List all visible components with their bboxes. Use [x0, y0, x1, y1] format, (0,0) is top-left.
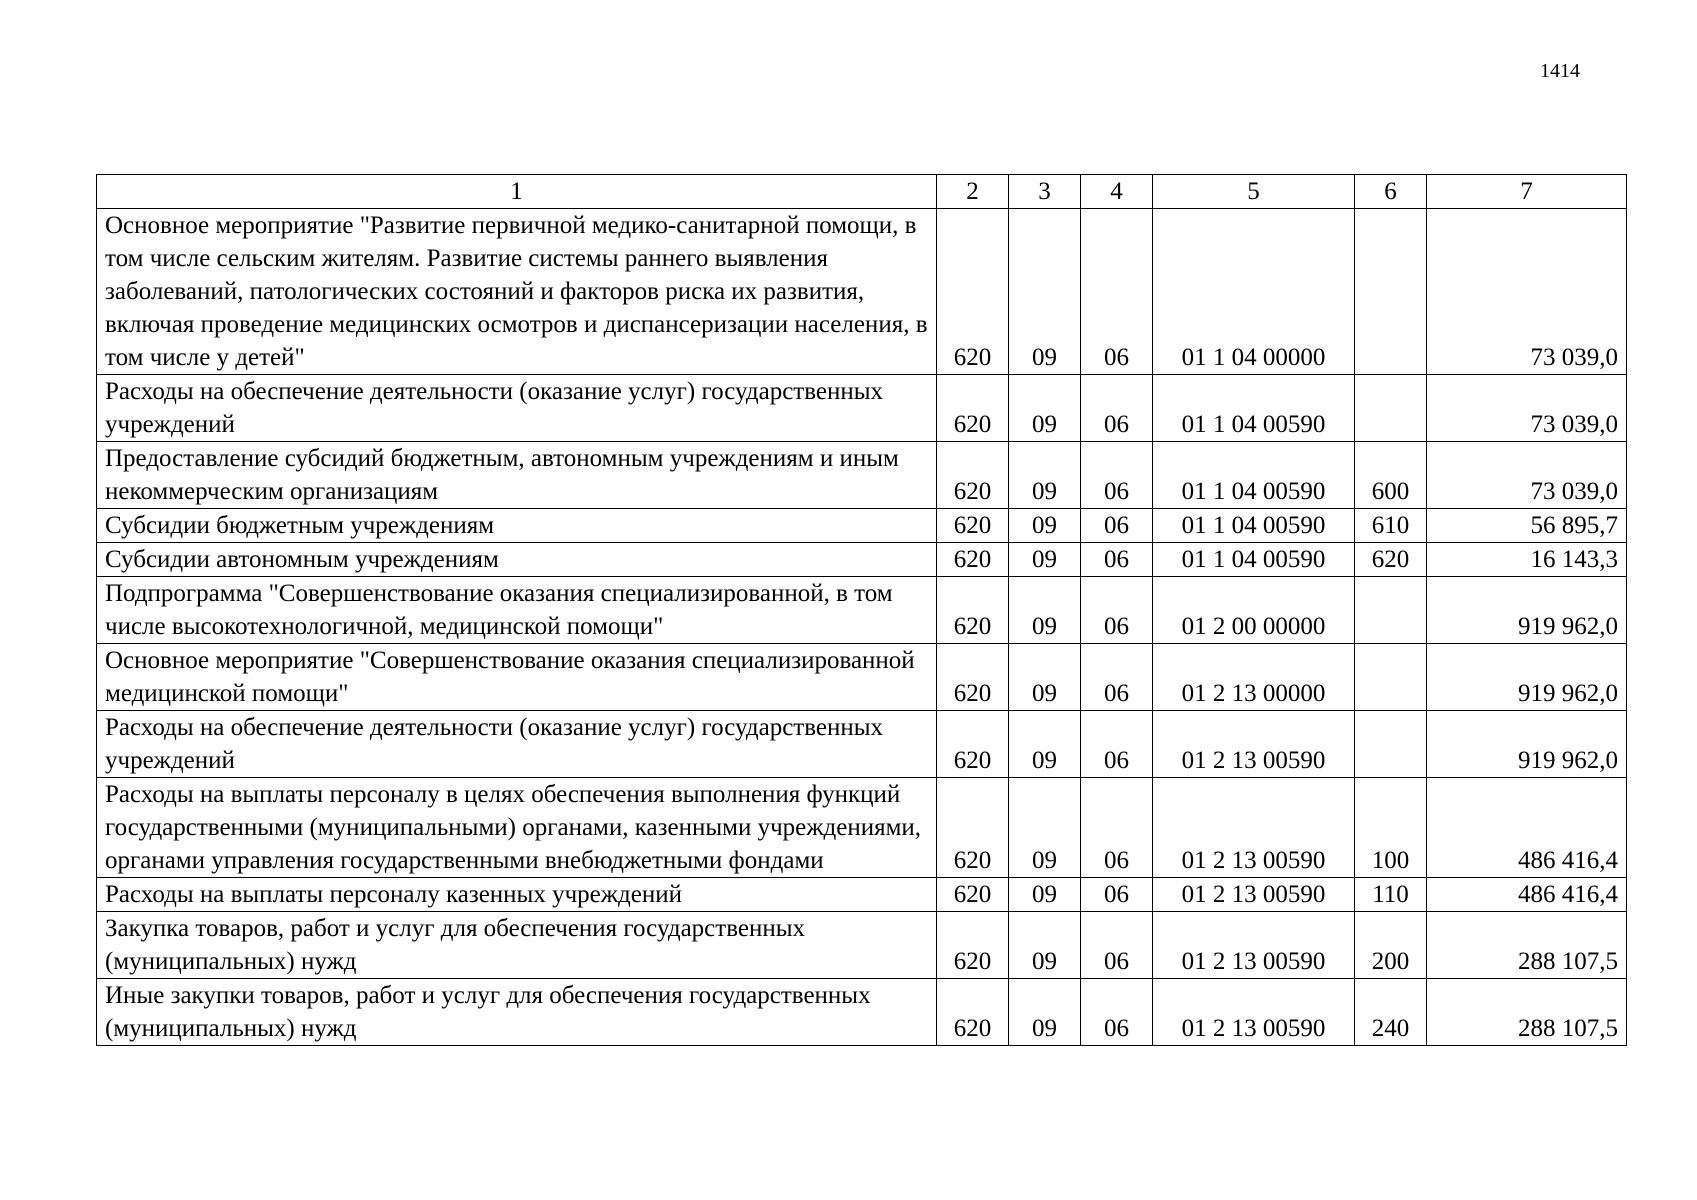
- row-col2: 620: [937, 577, 1009, 644]
- row-col7: 288 107,5: [1427, 979, 1627, 1046]
- row-col7: 919 962,0: [1427, 711, 1627, 778]
- row-col3: 09: [1009, 442, 1081, 509]
- row-col2: 620: [937, 644, 1009, 711]
- row-col5: 01 1 04 00590: [1153, 442, 1355, 509]
- row-name: [97, 543, 937, 577]
- row-name-text: Расходы на выплаты персоналу в целях обеспечения выполнения функций государственными (муниципальными) органами, казенными учреждениями, органами управления государственными внебюджетными фондами: [105, 781, 922, 874]
- row-col2: 620: [937, 209, 1009, 375]
- row-col6: 100: [1355, 778, 1427, 878]
- row-name-text: Основное мероприятие "Развитие первичной медико-санитарной помощи, в том числе сельским жителям. Развитие системы раннего выявления заболеваний, патологических состояний и факторов риска их развития, включая проведение медицинских осмотров и диспансеризации населения, в том числе у детей": [105, 212, 928, 371]
- row-col2: 620: [937, 711, 1009, 778]
- row-name: [97, 912, 937, 979]
- row-col2: 620: [937, 375, 1009, 442]
- row-col4: 06: [1081, 778, 1153, 878]
- row-col4: 06: [1081, 543, 1153, 577]
- row-col7: 73 039,0: [1427, 375, 1627, 442]
- row-col5: 01 1 04 00000: [1153, 209, 1355, 375]
- table-header-row: [97, 175, 1627, 209]
- table-row: [97, 979, 1627, 1046]
- row-col3: 09: [1009, 543, 1081, 577]
- row-col3: 09: [1009, 979, 1081, 1046]
- table-row: [97, 375, 1627, 442]
- row-name-text: Расходы на обеспечение деятельности (оказание услуг) государственных учреждений: [105, 714, 884, 774]
- header-col-3: 3: [1009, 175, 1081, 209]
- row-col7: 16 143,3: [1427, 543, 1627, 577]
- row-col5: 01 2 00 00000: [1153, 577, 1355, 644]
- row-col6: [1355, 577, 1427, 644]
- row-col6: 610: [1355, 509, 1427, 543]
- row-col5: 01 2 13 00590: [1153, 912, 1355, 979]
- header-col-6: 6: [1355, 175, 1427, 209]
- row-col4: 06: [1081, 711, 1153, 778]
- row-col7: 288 107,5: [1427, 912, 1627, 979]
- row-col2: 620: [937, 509, 1009, 543]
- row-name-text: Закупка товаров, работ и услуг для обеспечения государственных (муниципальных) нужд: [105, 915, 806, 975]
- row-col4: 06: [1081, 979, 1153, 1046]
- page-number: 1414: [1540, 60, 1580, 82]
- row-name: [97, 375, 937, 442]
- row-col3: 09: [1009, 878, 1081, 912]
- row-name: [97, 442, 937, 509]
- header-col-7: 7: [1427, 175, 1627, 209]
- row-name-text: Подпрограмма "Совершенствование оказания специализированной, в том числе высокотехнологичной, медицинской помощи": [105, 580, 893, 640]
- row-name: [97, 778, 937, 878]
- row-col6: 600: [1355, 442, 1427, 509]
- row-col4: 06: [1081, 577, 1153, 644]
- row-name: [97, 644, 937, 711]
- row-col6: [1355, 711, 1427, 778]
- row-col6: 110: [1355, 878, 1427, 912]
- table-row: [97, 209, 1627, 375]
- budget-table: [96, 174, 1627, 1046]
- row-col4: 06: [1081, 442, 1153, 509]
- table-row: [97, 878, 1627, 912]
- row-col5: 01 1 04 00590: [1153, 509, 1355, 543]
- row-col5: 01 1 04 00590: [1153, 375, 1355, 442]
- row-col2: 620: [937, 778, 1009, 878]
- row-name-text: Расходы на выплаты персоналу казенных учреждений: [105, 881, 682, 908]
- row-col3: 09: [1009, 509, 1081, 543]
- row-col2: 620: [937, 878, 1009, 912]
- row-col5: 01 2 13 00590: [1153, 778, 1355, 878]
- table-row: [97, 577, 1627, 644]
- row-col6: 200: [1355, 912, 1427, 979]
- row-name-text: Расходы на обеспечение деятельности (оказание услуг) государственных учреждений: [105, 378, 884, 438]
- row-col4: 06: [1081, 644, 1153, 711]
- row-col5: 01 2 13 00000: [1153, 644, 1355, 711]
- row-col5: 01 2 13 00590: [1153, 979, 1355, 1046]
- table-row: [97, 778, 1627, 878]
- row-col7: 486 416,4: [1427, 778, 1627, 878]
- row-col3: 09: [1009, 209, 1081, 375]
- table-row: [97, 543, 1627, 577]
- row-col6: [1355, 375, 1427, 442]
- row-name: [97, 711, 937, 778]
- row-col5: 01 1 04 00590: [1153, 543, 1355, 577]
- row-col5: 01 2 13 00590: [1153, 878, 1355, 912]
- table-row: [97, 509, 1627, 543]
- row-name-text: Субсидии автономным учреждениям: [105, 546, 499, 573]
- table-row: [97, 711, 1627, 778]
- row-col2: 620: [937, 442, 1009, 509]
- row-name: [97, 878, 937, 912]
- row-col6: 620: [1355, 543, 1427, 577]
- row-name-text: Предоставление субсидий бюджетным, автономным учреждениям и иным некоммерческим организациям: [105, 445, 899, 505]
- row-col7: 73 039,0: [1427, 209, 1627, 375]
- row-col3: 09: [1009, 711, 1081, 778]
- row-col7: 56 895,7: [1427, 509, 1627, 543]
- row-col3: 09: [1009, 778, 1081, 878]
- header-col-5: 5: [1153, 175, 1355, 209]
- table-row: [97, 644, 1627, 711]
- row-name-text: Субсидии бюджетным учреждениям: [105, 512, 495, 539]
- header-col-1: 1: [97, 175, 937, 209]
- row-col6: [1355, 644, 1427, 711]
- row-col3: 09: [1009, 375, 1081, 442]
- row-col4: 06: [1081, 375, 1153, 442]
- row-name-text: Иные закупки товаров, работ и услуг для обеспечения государственных (муниципальных) нужд: [105, 982, 871, 1042]
- row-col5: 01 2 13 00590: [1153, 711, 1355, 778]
- row-col7: 486 416,4: [1427, 878, 1627, 912]
- row-col4: 06: [1081, 509, 1153, 543]
- row-col3: 09: [1009, 912, 1081, 979]
- row-col3: 09: [1009, 644, 1081, 711]
- row-col6: 240: [1355, 979, 1427, 1046]
- table-row: [97, 442, 1627, 509]
- row-col2: 620: [937, 543, 1009, 577]
- row-col6: [1355, 209, 1427, 375]
- row-col4: 06: [1081, 209, 1153, 375]
- table-row: [97, 912, 1627, 979]
- row-col7: 919 962,0: [1427, 577, 1627, 644]
- row-name: [97, 509, 937, 543]
- row-name: [97, 979, 937, 1046]
- row-col2: 620: [937, 979, 1009, 1046]
- row-col7: 919 962,0: [1427, 644, 1627, 711]
- header-col-4: 4: [1081, 175, 1153, 209]
- row-col2: 620: [937, 912, 1009, 979]
- row-name-text: Основное мероприятие "Совершенствование оказания специализированной медицинской помощи": [105, 647, 915, 707]
- row-name: [97, 577, 937, 644]
- row-name: [97, 209, 937, 375]
- row-col7: 73 039,0: [1427, 442, 1627, 509]
- row-col4: 06: [1081, 912, 1153, 979]
- header-col-2: 2: [937, 175, 1009, 209]
- row-col3: 09: [1009, 577, 1081, 644]
- row-col4: 06: [1081, 878, 1153, 912]
